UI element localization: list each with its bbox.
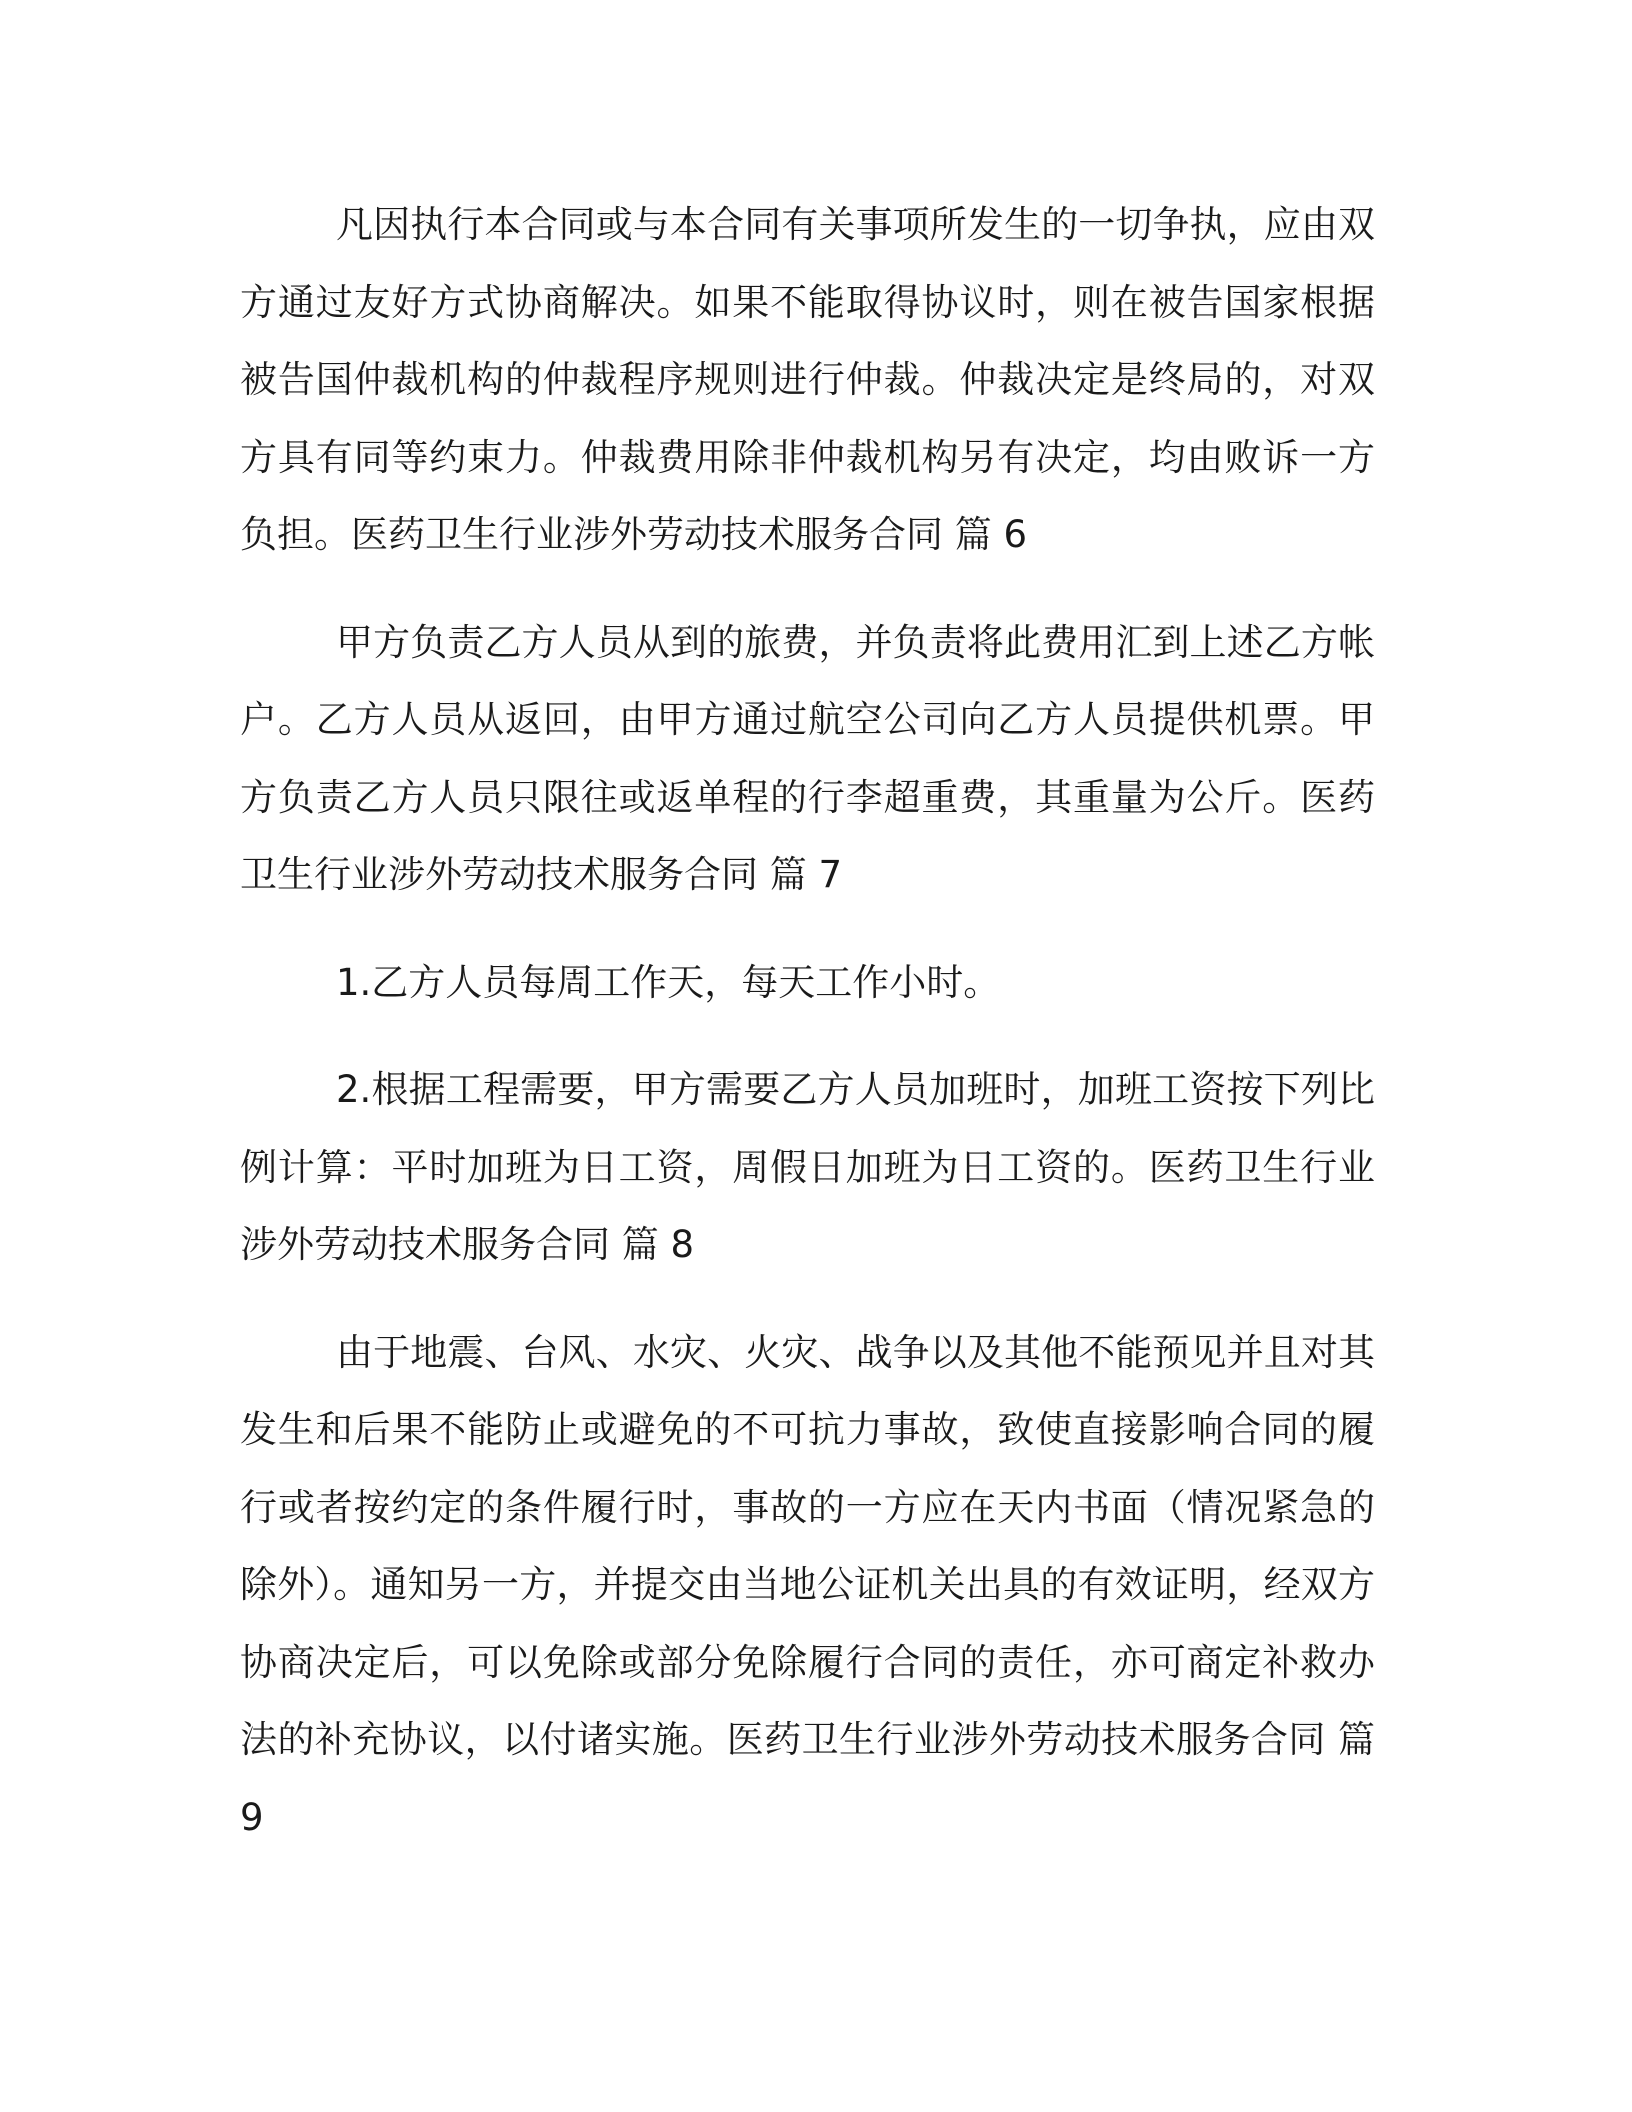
paragraph-working-hours: 1.乙方人员每周工作天，每天工作小时。 bbox=[336, 960, 1001, 1004]
paragraph-dispute-resolution: 凡因执行本合同或与本合同有关事项所发生的一切争执，应由双方通过友好方式协商解决。如果不能取得协议时，则在被告国家根据被告国仲裁机构的仲裁程序规则进行仲裁。仲裁决定是终局的，对双方具有同等约束力。仲裁费用除非仲裁机构另有决定，均由败诉一方负担。医药卫生行业涉外劳动技术服务合同 篇 6 bbox=[240, 203, 1375, 556]
document-body bbox=[240, 186, 1375, 1856]
paragraph-overtime-pay: 2.根据工程需要，甲方需要乙方人员加班时，加班工资按下列比例计算：平时加班为日工资，周假日加班为日工资的。医药卫生行业涉外劳动技术服务合同 篇 8 bbox=[240, 1068, 1375, 1266]
paragraph-force-majeure: 由于地震、台风、水灾、火灾、战争以及其他不能预见并且对其发生和后果不能防止或避免的不可抗力事故，致使直接影响合同的履行或者按约定的条件履行时，事故的一方应在天内书面（情况紧急的除外）。通知另一方，并提交由当地公证机关出具的有效证明，经双方协商决定后，可以免除或部分免除履行合同的责任，亦可商定补救办法的补充协议，以付诸实施。医药卫生行业涉外劳动技术服务合同 篇 9 bbox=[240, 1330, 1375, 1839]
paragraph-travel-expenses: 甲方负责乙方人员从到的旅费，并负责将此费用汇到上述乙方帐户。乙方人员从返回，由甲方通过航空公司向乙方人员提供机票。甲方负责乙方人员只限往或返单程的行李超重费，其重量为公斤。医药卫生行业涉外劳动技术服务合同 篇 7 bbox=[240, 620, 1375, 896]
